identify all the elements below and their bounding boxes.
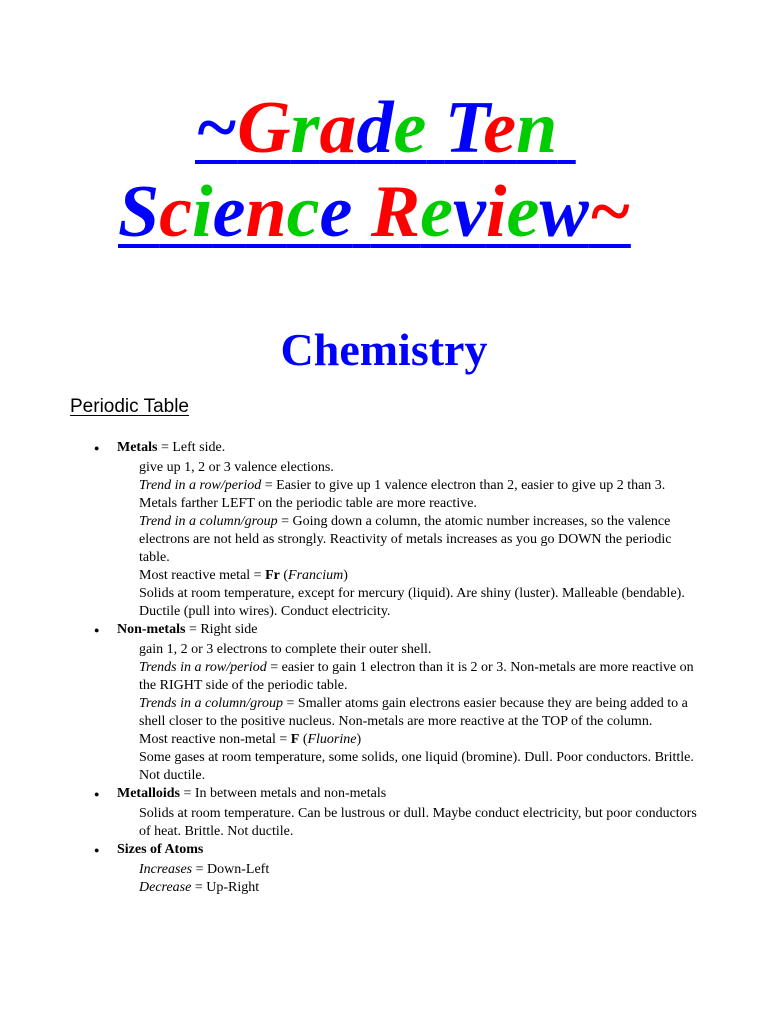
- title-letter: c: [286, 171, 320, 253]
- title-letter: w: [539, 171, 589, 253]
- list-item: [0, 731, 768, 749]
- list-item: [0, 879, 768, 897]
- title-letter: i: [192, 171, 213, 253]
- title-letter: e: [420, 171, 454, 253]
- paren: (: [299, 732, 308, 747]
- bullet-metals: [0, 439, 768, 457]
- list-item: [0, 477, 768, 513]
- title-letter: e: [319, 171, 353, 253]
- term-definition: = Left side.: [157, 440, 226, 455]
- title-letter: T: [444, 87, 484, 169]
- note-label: Increases: [139, 862, 193, 877]
- element-symbol: F: [290, 732, 300, 747]
- term-label: Non-metals: [117, 622, 186, 637]
- title-letter: R: [370, 171, 421, 253]
- term-label: Metals: [117, 440, 158, 455]
- title-letter: e: [393, 87, 427, 169]
- note-text: Most reactive metal =: [139, 568, 266, 583]
- note-text: gain 1, 2 or 3 electrons to complete their outer shell.: [139, 642, 432, 657]
- list-item: [0, 695, 768, 731]
- note-label: Trend in a column/group: [139, 514, 278, 529]
- note-text: Solids at room temperature, except for mercury (liquid). Are shiny (luster). Malleable (bendable). Ductile (pull into wires). Conduct electricity.: [139, 586, 685, 619]
- element-name: Francium: [288, 568, 344, 583]
- note-label: Trends in a row/period: [139, 660, 267, 675]
- title-line-2: [0, 172, 768, 252]
- list-item: [0, 567, 768, 585]
- note-label: Decrease: [139, 880, 192, 895]
- term-label: Sizes of Atoms: [117, 842, 204, 857]
- list-item: [0, 513, 768, 567]
- title-letter: S: [118, 171, 160, 253]
- title-line-1: [0, 88, 768, 168]
- title-letter: [426, 87, 445, 169]
- title-letter: G: [237, 87, 291, 169]
- title-letter: ~: [195, 87, 238, 169]
- notes-content: [0, 439, 768, 897]
- note-text: Most reactive non-metal =: [139, 732, 291, 747]
- note-text: = Smaller atoms gain electrons easier because they are being added to a shell closer to the positive nucleus. Non-metals are more reactive at the TOP of the column.: [139, 696, 688, 729]
- title-letter: n: [516, 87, 558, 169]
- title-letter: a: [319, 87, 357, 169]
- note-text: = Down-Left: [192, 862, 270, 877]
- note-text: = Easier to give up 1 valence electron than 2, easier to give up 2 than 3. Metals farther LEFT on the periodic table are more reactive.: [139, 478, 666, 511]
- list-item: [0, 641, 768, 659]
- bullet-sizes-of-atoms: [0, 841, 768, 859]
- note-text: = easier to gain 1 electron than it is 2 or 3. Non-metals are more reactive on the RIGHT side of the periodic table.: [139, 660, 694, 693]
- title-letter: e: [212, 171, 246, 253]
- title-letter: e: [483, 87, 517, 169]
- title-letter: n: [245, 171, 287, 253]
- title-letter: ~: [588, 171, 631, 253]
- paren: ): [356, 732, 362, 747]
- list-item: [0, 861, 768, 879]
- title-link-text: [195, 87, 576, 169]
- section-heading-chemistry: Chemistry: [280, 324, 488, 375]
- title-letter: d: [356, 87, 394, 169]
- element-name: Fluorine: [307, 732, 357, 747]
- list-item: [0, 459, 768, 477]
- note-label: Trend in a row/period: [139, 478, 262, 493]
- term-definition: = Right side: [185, 622, 258, 637]
- paren: ): [343, 568, 348, 583]
- title-letter: v: [453, 171, 486, 253]
- title-link-text: [118, 171, 631, 253]
- title-letter: r: [290, 87, 320, 169]
- term-label: Metalloids: [117, 786, 180, 801]
- bullet-metalloids: [0, 785, 768, 803]
- title-letter: [557, 87, 576, 169]
- note-text: Some gases at room temperature, some solids, one liquid (bromine). Dull. Poor conductors. Brittle. Not ductile.: [139, 750, 694, 783]
- subsection-title-periodic-table: Periodic Table: [70, 396, 190, 417]
- title-letter: e: [506, 171, 540, 253]
- title-letter: [352, 171, 371, 253]
- note-text: Solids at room temperature. Can be lustrous or dull. Maybe conduct electricity, but poor conductors of heat. Brittle. Not ductile.: [139, 806, 697, 839]
- list-item: [0, 585, 768, 621]
- list-item: [0, 749, 768, 785]
- title-letter: i: [485, 171, 507, 253]
- note-label: Trends in a column/group: [139, 696, 284, 711]
- note-text: = Up-Right: [191, 880, 260, 895]
- term-definition: = In between metals and non-metals: [180, 786, 387, 801]
- paren: (: [279, 568, 289, 583]
- list-item: [0, 805, 768, 841]
- bullet-non-metals: [0, 621, 768, 639]
- note-text: give up 1, 2 or 3 valence elections.: [139, 460, 334, 475]
- note-text: = Going down a column, the atomic number increases, so the valence electrons are not held as strongly. Reactivity of metals increases as you go DOWN the periodic table.: [139, 514, 672, 565]
- element-symbol: Fr: [265, 568, 280, 583]
- title-letter: c: [159, 171, 193, 253]
- list-item: [0, 659, 768, 695]
